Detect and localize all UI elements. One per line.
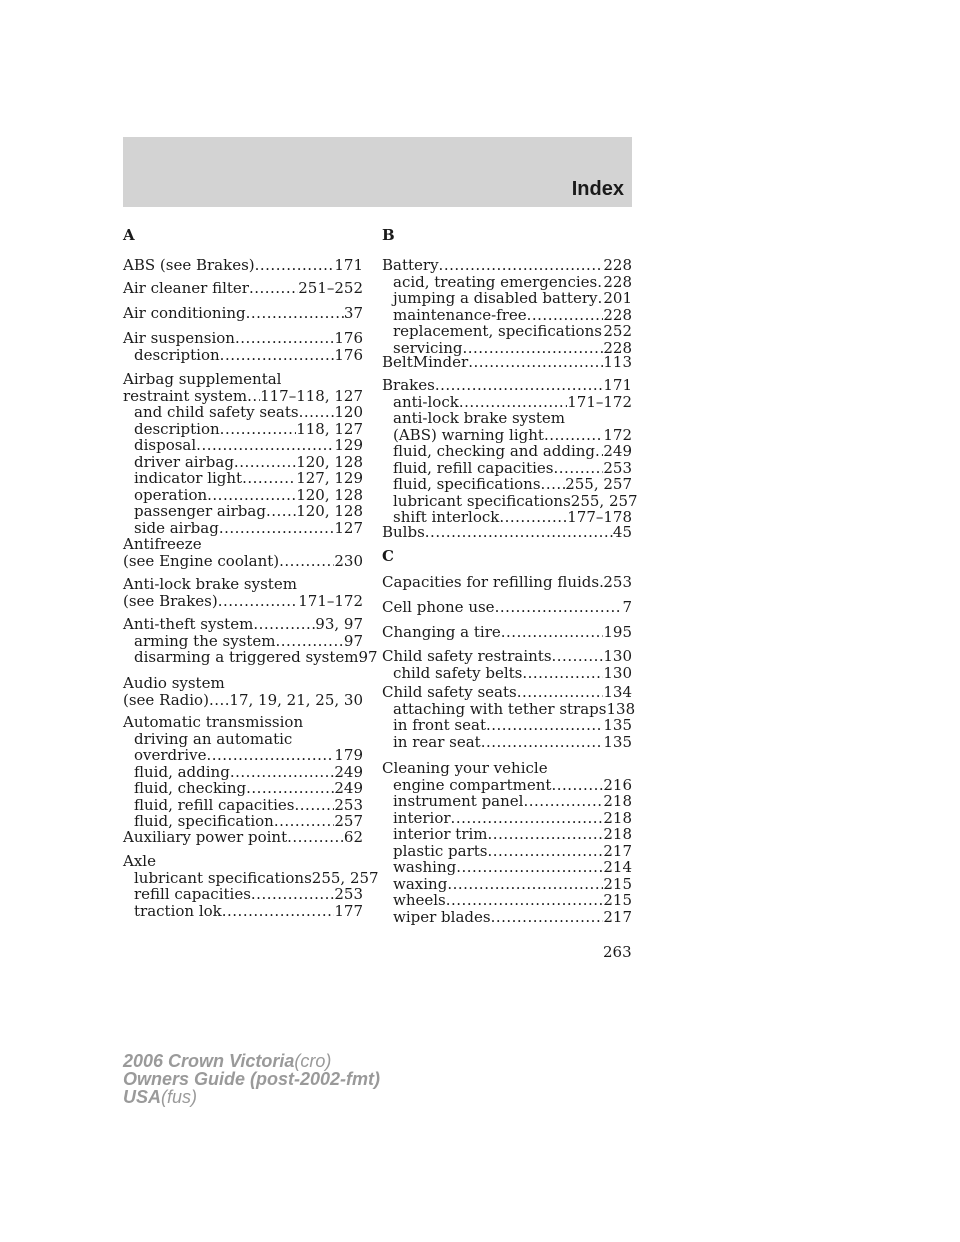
index-term: Cleaning your vehicle	[382, 759, 548, 777]
index-term: Brakes	[382, 376, 435, 394]
index-entry-line	[123, 675, 363, 692]
page-reference: 253	[603, 573, 632, 591]
index-subentry	[123, 437, 363, 454]
index-entry	[382, 624, 632, 641]
dot-leader	[551, 777, 603, 794]
page-reference: 37	[343, 304, 363, 322]
index-entry-line	[382, 648, 632, 665]
index-entry-line	[382, 760, 632, 777]
dot-leader	[552, 648, 604, 665]
page-reference: 93, 97	[315, 615, 363, 633]
index-entry-line	[382, 354, 632, 371]
index-subentry	[382, 859, 632, 876]
dot-leader	[425, 524, 613, 541]
page-reference: 215	[603, 891, 632, 909]
page-reference: 118, 127	[296, 419, 363, 438]
page-reference: 252	[603, 322, 632, 340]
page-reference: 228	[603, 256, 632, 274]
index-term: in front seat	[393, 716, 486, 734]
index-term: instrument panel	[393, 792, 524, 810]
dot-leader	[451, 810, 604, 827]
page-reference: 177–178	[567, 508, 632, 526]
page-reference: 129	[334, 436, 363, 454]
index-term: ABS (see Brakes)	[123, 256, 255, 274]
dot-leader	[501, 624, 604, 641]
index-entry	[123, 280, 363, 297]
page-reference: 228	[603, 272, 632, 291]
page-reference: 120, 128	[296, 502, 363, 520]
page-reference: 253	[603, 458, 632, 477]
dot-leader	[459, 394, 567, 411]
index-entry-line	[382, 524, 632, 541]
index-term: Bulbs	[382, 523, 425, 541]
footer-line	[123, 1070, 380, 1088]
dot-leader	[481, 734, 604, 751]
page-reference: 172	[603, 425, 632, 444]
index-subentry	[123, 747, 363, 764]
index-entry	[123, 536, 363, 569]
page-reference: 176	[334, 329, 363, 347]
index-subentry	[382, 443, 632, 460]
index-term: wiper blades	[393, 907, 491, 926]
index-term: servicing	[393, 338, 463, 357]
index-term: indicator light	[134, 469, 243, 487]
index-subentry	[123, 903, 363, 920]
index-term: shift interlock	[393, 508, 500, 526]
dot-leader	[249, 280, 298, 297]
index-subentry	[382, 665, 632, 682]
page-reference: 171	[334, 256, 363, 274]
index-term: driving an automatic	[134, 729, 293, 748]
page-reference: 127	[334, 518, 363, 537]
page-reference: 171	[603, 376, 632, 394]
index-term: side airbag	[134, 518, 219, 537]
dot-leader	[544, 427, 603, 444]
page-reference: 255, 257	[311, 868, 379, 887]
index-entry-line	[123, 593, 363, 610]
footer-model: 2006 Crown Victoria	[123, 1051, 295, 1071]
index-subentry	[382, 394, 632, 411]
page-reference: 117–118, 127	[260, 386, 363, 405]
dot-leader	[495, 599, 623, 616]
index-subentry	[382, 323, 632, 340]
page-reference: 230	[334, 551, 363, 570]
index-letter-heading: B	[382, 226, 395, 244]
index-term: lubricant specifications	[393, 491, 571, 510]
index-term: fluid, specification	[134, 812, 274, 830]
footer-line	[123, 1052, 380, 1070]
index-entry-line	[123, 330, 363, 347]
index-term: overdrive	[134, 746, 207, 764]
dot-leader	[527, 307, 604, 324]
dot-leader	[491, 909, 604, 926]
dot-leader	[468, 354, 603, 371]
dot-leader	[207, 487, 296, 504]
index-letter-heading: C	[382, 547, 394, 565]
page-reference: 7	[622, 598, 632, 616]
page-reference: 201	[603, 289, 632, 307]
index-entry-line	[123, 829, 363, 846]
index-term: child safety belts	[393, 663, 523, 682]
page-reference: 138	[606, 699, 636, 718]
footer-model-code: (cro)	[294, 1051, 332, 1071]
index-subentry	[123, 633, 363, 650]
index-subentry	[123, 520, 363, 537]
index-term: maintenance-free	[393, 305, 527, 324]
index-term: Axle	[123, 852, 156, 870]
index-subentry	[123, 503, 363, 520]
page-reference: 216	[603, 775, 632, 794]
index-entry-line	[123, 371, 363, 388]
dot-leader	[234, 454, 296, 471]
index-term: Air cleaner filter	[123, 279, 249, 297]
page-reference: 218	[603, 825, 632, 843]
dot-leader	[266, 503, 296, 520]
page-reference: 135	[603, 716, 632, 734]
page-reference: 253	[334, 885, 363, 903]
index-entry	[123, 852, 379, 920]
dot-leader	[523, 793, 603, 810]
dot-leader	[220, 421, 297, 438]
dot-leader	[206, 747, 334, 764]
dot-leader	[220, 347, 335, 364]
index-subentry	[123, 454, 363, 471]
dot-leader	[246, 305, 344, 322]
page-reference: 218	[603, 792, 632, 810]
dot-leader	[447, 876, 603, 893]
index-entry-line	[382, 684, 632, 701]
index-entry	[382, 257, 632, 356]
index-subentry	[382, 717, 632, 734]
index-subentry	[123, 780, 363, 797]
page-reference: 62	[343, 828, 363, 846]
index-term: passenger airbag	[134, 502, 266, 520]
index-term: in rear seat	[393, 732, 481, 751]
index-entry-line	[123, 553, 363, 570]
index-subentry	[382, 876, 632, 893]
index-term: BeltMinder	[382, 353, 469, 371]
index-subentry	[382, 307, 632, 324]
index-entry	[382, 760, 632, 925]
index-subentry	[382, 810, 632, 827]
dot-leader	[541, 476, 566, 493]
index-letter-heading: A	[123, 226, 135, 244]
index-subentry	[123, 404, 363, 421]
index-term: fluid, adding	[134, 762, 230, 781]
page-reference: 257	[334, 812, 363, 830]
index-term: Air suspension	[123, 329, 235, 347]
index-entry	[123, 576, 363, 609]
index-term: washing	[393, 858, 457, 876]
page-reference: 249	[603, 442, 632, 460]
index-term: driver airbag	[134, 452, 234, 471]
page-reference: 253	[334, 795, 363, 814]
index-term: Battery	[382, 256, 439, 274]
index-entry-line	[123, 257, 363, 274]
index-term: fluid, refill capacities	[393, 458, 554, 477]
index-term: wheels	[393, 891, 446, 909]
index-entry	[123, 371, 363, 536]
index-subentry	[382, 777, 632, 794]
dot-leader	[230, 764, 335, 781]
index-term: lubricant specifications	[134, 868, 312, 887]
index-entry	[123, 829, 363, 846]
dot-leader	[255, 257, 335, 274]
index-term: description	[134, 345, 220, 364]
page-reference: 127, 129	[296, 469, 363, 487]
footer-line	[123, 1088, 380, 1106]
index-subentry	[123, 347, 363, 364]
index-term: description	[134, 419, 220, 438]
page-reference: 171–172	[298, 591, 363, 610]
index-subentry	[123, 648, 378, 666]
index-term: Automatic transmission	[123, 713, 304, 731]
index-subentry	[382, 427, 632, 444]
page-reference: 176	[334, 345, 363, 364]
index-entry	[382, 354, 632, 371]
page-reference: 215	[603, 874, 632, 893]
index-term: fluid, checking	[134, 779, 247, 797]
index-term: Air conditioning	[123, 304, 246, 322]
index-term: Anti-theft system	[123, 615, 254, 633]
dot-leader	[279, 553, 334, 570]
index-term: Capacities for refilling fluids	[382, 573, 600, 591]
page-reference: 113	[603, 353, 632, 371]
page-reference: 255, 257	[565, 475, 632, 493]
footer-market: USA	[123, 1087, 162, 1107]
index-term: disarming a triggered system	[134, 648, 359, 666]
index-term: interior trim	[393, 825, 488, 843]
index-subentry	[382, 909, 632, 926]
page-reference: 251–252	[298, 279, 363, 297]
index-subentry	[123, 797, 363, 814]
index-entry-line	[123, 714, 363, 731]
page-reference: 217	[603, 841, 632, 860]
page-reference: 214	[603, 858, 632, 876]
page-reference: 130	[603, 647, 632, 665]
page-reference: 218	[603, 808, 632, 827]
page-reference: 120	[334, 403, 363, 421]
dot-leader	[456, 859, 603, 876]
page-reference: 130	[603, 663, 632, 682]
index-entry-line	[123, 616, 363, 633]
page-reference: 195	[603, 623, 632, 641]
dot-leader	[251, 886, 334, 903]
index-entry-line	[123, 692, 363, 709]
dot-leader	[219, 520, 335, 537]
dot-leader	[486, 717, 603, 734]
index-subentry	[123, 470, 363, 487]
index-term: (see Brakes)	[123, 591, 218, 610]
dot-leader	[246, 780, 334, 797]
index-term: (see Radio)	[123, 690, 209, 709]
index-subentry	[123, 731, 363, 748]
index-entry-line	[382, 257, 632, 274]
dot-leader	[446, 892, 604, 909]
page-reference: 120, 128	[296, 485, 363, 504]
index-term: plastic parts	[393, 841, 488, 860]
index-entry	[123, 615, 378, 666]
page-reference: 217	[603, 907, 632, 926]
index-term: Audio system	[123, 674, 225, 692]
page-reference: 134	[603, 683, 632, 701]
page-title: Index	[571, 178, 624, 200]
index-subentry	[382, 826, 632, 843]
footer	[123, 1052, 380, 1106]
dot-leader	[276, 633, 344, 650]
index-term: fluid, refill capacities	[134, 795, 295, 814]
index-subentry	[382, 274, 632, 291]
index-term: (see Engine coolant)	[123, 551, 280, 570]
index-term: and child safety seats	[134, 403, 299, 421]
index-entry-line	[123, 305, 363, 322]
dot-leader	[218, 593, 299, 610]
dot-leader	[488, 826, 604, 843]
index-term: fluid, specifications	[393, 475, 541, 493]
dot-leader	[242, 470, 296, 487]
dot-leader	[554, 460, 604, 477]
index-subentry	[123, 764, 363, 781]
index-subentry	[382, 460, 632, 477]
dot-leader	[299, 404, 335, 421]
index-term: attaching with tether straps	[393, 699, 607, 718]
dot-leader	[222, 903, 335, 920]
index-entry	[123, 714, 363, 830]
index-subentry	[123, 421, 363, 438]
index-term: restraint system	[123, 386, 248, 405]
index-subentry	[382, 843, 632, 860]
index-term: traction lok	[134, 901, 222, 920]
index-entry-line	[123, 576, 363, 593]
dot-leader	[517, 684, 604, 701]
index-term: operation	[134, 485, 208, 504]
index-entry-line	[382, 377, 632, 394]
index-entry	[382, 376, 638, 526]
index-entry-line	[382, 624, 632, 641]
page-reference: 255, 257	[570, 491, 638, 510]
dot-leader	[209, 692, 229, 709]
index-term: Child safety seats	[382, 683, 517, 701]
footer-guide: Owners Guide (post-2002-fmt)	[123, 1069, 381, 1089]
index-subentry	[382, 290, 632, 307]
index-term: Anti-lock brake system	[123, 575, 297, 593]
index-term: Auxiliary power point	[123, 828, 288, 846]
page-reference: 249	[334, 779, 363, 797]
page-reference: 177	[334, 901, 363, 920]
index-entry-line	[382, 574, 632, 591]
index-entry	[123, 305, 363, 322]
index-term: fluid, checking and adding	[393, 442, 596, 460]
index-entry-line	[123, 853, 363, 870]
page-reference: 17, 19, 21, 25, 30	[229, 690, 363, 709]
index-subentry	[382, 491, 638, 510]
index-term: refill capacities	[134, 885, 251, 903]
page-reference: 120, 128	[296, 452, 363, 471]
index-subentry	[382, 892, 632, 909]
index-entry-line	[123, 388, 363, 405]
index-term: Cell phone use	[382, 598, 495, 616]
index-entry-line	[123, 536, 363, 553]
dot-leader	[522, 665, 603, 682]
index-term: anti-lock brake system	[393, 409, 566, 427]
dot-leader	[435, 377, 604, 394]
index-entry	[382, 574, 632, 591]
index-subentry	[382, 410, 632, 427]
index-term: arming the system	[134, 631, 276, 650]
index-subentry	[382, 793, 632, 810]
page-reference: 45	[612, 523, 632, 541]
index-subentry	[123, 886, 363, 903]
index-subentry	[382, 734, 632, 751]
dot-leader	[487, 843, 603, 860]
index-entry-line	[123, 280, 363, 297]
index-entry	[382, 599, 632, 616]
page-reference: 249	[334, 762, 363, 781]
index-term: Airbag supplemental	[123, 370, 282, 388]
page-reference: 97	[358, 648, 378, 666]
index-entry	[123, 257, 363, 274]
page-reference: 179	[334, 746, 363, 764]
index-subentry	[123, 868, 379, 887]
page-reference: 135	[603, 732, 632, 751]
index-term: (ABS) warning light	[393, 425, 544, 444]
index-term: replacement, specifications	[393, 322, 602, 340]
index-entry	[123, 675, 363, 708]
index-entry-line	[382, 599, 632, 616]
page-number: 263	[603, 943, 632, 961]
index-entry	[123, 330, 363, 363]
header-band	[123, 137, 632, 207]
index-term: Child safety restraints	[382, 647, 552, 665]
dot-leader	[247, 388, 260, 405]
index-entry	[382, 683, 636, 751]
index-term: acid, treating emergencies	[393, 272, 598, 291]
dot-leader	[287, 829, 344, 846]
index-term: Antifreeze	[123, 535, 202, 553]
dot-leader	[196, 437, 334, 454]
dot-leader	[439, 257, 604, 274]
index-term: anti-lock	[393, 392, 459, 411]
index-subentry	[382, 476, 632, 493]
dot-leader	[235, 330, 334, 347]
dot-leader	[295, 797, 335, 814]
index-subentry	[382, 699, 636, 718]
page-reference: 228	[603, 305, 632, 324]
page-reference: 97	[343, 631, 363, 650]
dot-leader	[253, 616, 315, 633]
index-term: Changing a tire	[382, 623, 501, 641]
index-subentry	[123, 487, 363, 504]
index-entry	[382, 648, 632, 681]
index-term: jumping a disabled battery	[393, 289, 598, 307]
page-reference: 171–172	[567, 392, 632, 411]
index-term: interior	[393, 808, 451, 827]
page-reference: 228	[603, 338, 632, 357]
dot-leader	[595, 443, 603, 460]
index-term: engine compartment	[393, 775, 552, 794]
index-term: disposal	[134, 436, 197, 454]
index-entry	[382, 524, 632, 541]
footer-market-code: (fus)	[161, 1087, 198, 1107]
index-term: waxing	[393, 874, 448, 893]
